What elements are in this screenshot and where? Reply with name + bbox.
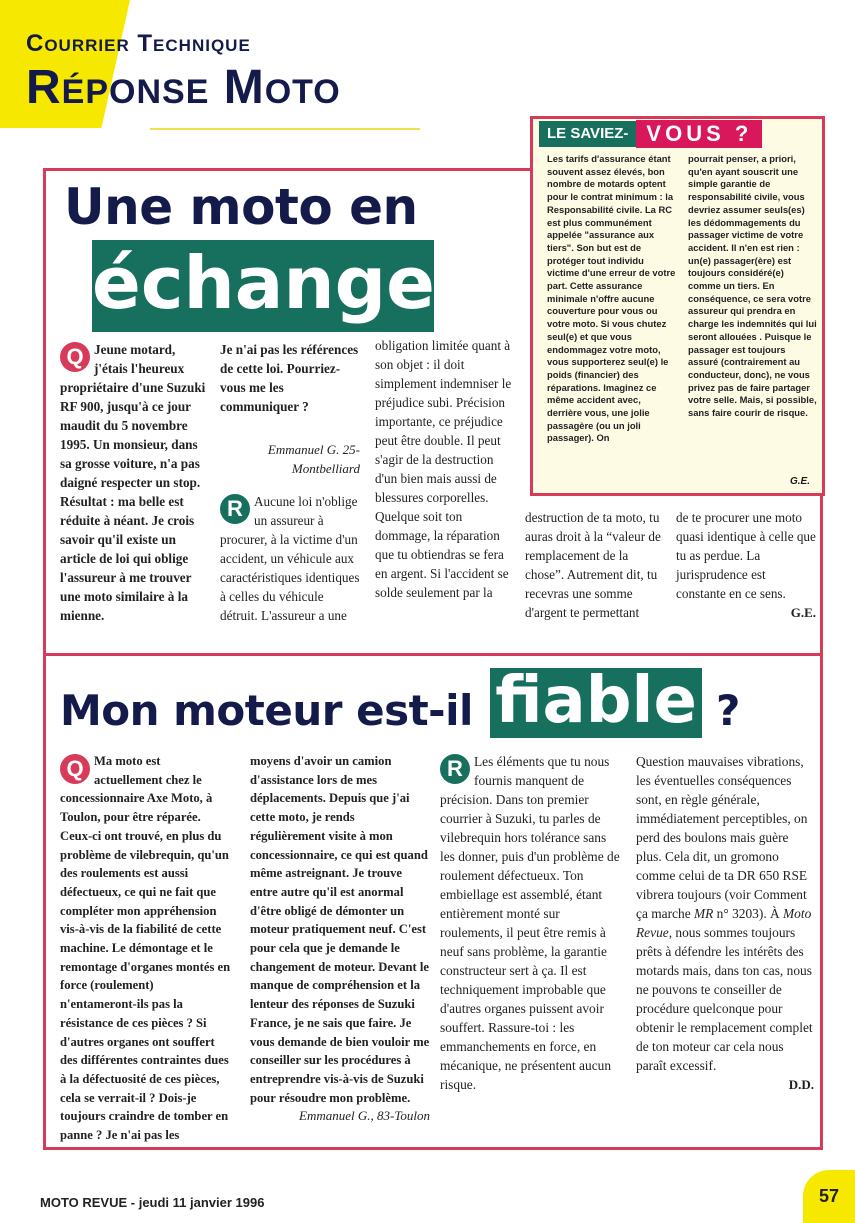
article1-question-cont: Je n'ai pas les références de cette loi. Pourriez-vous me les communiquer ? bbox=[220, 342, 359, 414]
article2-title-highlight: fiable bbox=[490, 668, 702, 738]
article2-col2 bbox=[250, 752, 430, 1126]
article1-question bbox=[60, 340, 210, 625]
article2-answer-p1: Les éléments que tu nous fournis manquent de précision. Dans ton premier courrier à Suzuki, tu parles de vilebrequin hors tolérance sans les donner, puis d'un problème de roulement défectueux. Ton embiellage est assemblé, étant entièrement monté sur roulements, il peut être remis à neuf sans problème, la garantie constructeur sert à ça. Il est techniquement improbable que d'autres organes puissent avoir souffert. Rassure-toi : les emmanchements en force, en mécanique, ne présentent aucun risque. bbox=[440, 754, 620, 1092]
article2-question-text: Ma moto est actuellement chez le concessionnaire Axe Moto, à Toulon, pour être réparée. Ceux-ci ont trouvé, en plus du problème de vilebrequin, qu'un des roulements est aussi défectueux, ce qui ne fait que compléter mon appréhension vis-à-vis de la fiabilité de cette machine. Le démontage et le remontage d'organes montés en force (roulement) n'entameront-ils pas la résistance de ces pièces ? Si d'autres organes ont souffert des différentes contraintes dues à la défectuosité de ces pièces, cela se verrait-il ? Dois-je toujours craindre de tomber en panne ? Je n'ai pas les bbox=[60, 754, 231, 1143]
question-badge-icon: Q bbox=[60, 342, 90, 372]
article1-col2 bbox=[220, 340, 360, 625]
article2-answer-p1-block bbox=[440, 752, 622, 1094]
article1-answer-p3: destruction de ta moto, tu auras droit à la “valeur de remplacement de la chose”. Autrement dit, tu recevras une somme d'argent te permettant bbox=[525, 510, 661, 620]
did-you-know-col1: Les tarifs d'assurance étant souvent assez élevés, bon nombre de motards optent pour le contrat minimum : la Responsabilité civile. La RC est plus communément appelée "assurance aux tiers". Son but est de protéger tout individu victime d'une erreur de votre part. Cette assurance minimale n'offre aucune couverture pour vous ou votre moto. Si vous chutez seul(e) et que vous endommagez votre moto, vous supporterez seul(e) le poids (financier) des réparations. Imaginez ce même accident avec, derrière vous, une jolie passagère (ou un joli passager). On bbox=[547, 153, 676, 444]
answer-badge-icon: R bbox=[220, 494, 250, 524]
article2-col4 bbox=[636, 752, 814, 1094]
did-you-know-label-vous: VOUS ? bbox=[636, 120, 762, 148]
article1-author: Emmanuel G. 25-Montbelliard bbox=[267, 442, 360, 476]
article2-signature: D.D. bbox=[788, 1077, 814, 1092]
article1-signature: G.E. bbox=[790, 605, 816, 620]
did-you-know-box bbox=[530, 116, 825, 496]
article1-answer-p2: obligation limitée quant à son objet : il doit simplement indemniser le préjudice subi. Précision importante, ce préjudice peut être double. Il peut s'agir de la destruction d'un bien mais aussi de blessures corporelles. Quelque soit ton dommage, la réparation que tu obtiendras se fera en argent. Si l'accident se solde seulement par la bbox=[375, 338, 512, 600]
page-number: 57 bbox=[803, 1170, 855, 1223]
question-badge-icon: Q bbox=[60, 754, 90, 784]
article2-question-cont: moyens d'avoir un camion d'assistance lors de mes déplacements. Depuis que j'ai cette moto, je rends régulièrement visite à mon concessionnaire, ce qui est quand même astreignant. Je trouve entre autre qu'il est anormal d'être obligé de démonter un moteur pratiquement neuf. C'est pour cela que je demande le changement de moteur. Devant le manque de compréhension et la lenteur des réponses de Suzuki France, je ne sais que faire. Je vous demande de bien vouloir me conseiller sur les procédures à entreprendre vis-à-vis de Suzuki pour résoudre mon problème. bbox=[250, 754, 430, 1105]
footer-issue-line: MOTO REVUE - jeudi 11 janvier 1996 bbox=[40, 1195, 265, 1210]
header-rule bbox=[150, 128, 420, 130]
article1-answer-p1: Aucune loi n'oblige un assureur à procurer, à la victime d'un accident, un véhicule aux caractéristiques identiques à celles du véhicule détruit. L'assureur a une bbox=[220, 494, 360, 623]
section-label: Courrier Technique bbox=[26, 30, 251, 57]
article2-answer-p2: Question mauvaises vibrations, les éventuelles conséquences sont, en règle générale, immédiatement perceptibles, on perd des boulons mais guère plus. Cela dit, un gromono comme celui de ta DR 650 RSE vibrera toujours (voir Comment ça marche MR n° 3203). À Moto Revue, nous sommes toujours prêts à défendre les intérêts des motards mais, dans ton cas, nous ne pouvons te conseiller de procédure quelconque pour obtenir le remplacement complet de ton moteur car cela nous paraît excessif. bbox=[636, 754, 813, 1073]
article1-title-highlight: échange bbox=[92, 240, 434, 332]
article1-answer-p4: de te procurer une moto quasi identique à celle que tu as perdue. La jurisprudence est constante en ce sens. bbox=[676, 510, 816, 601]
article2-title: Mon moteur est-il bbox=[60, 686, 473, 735]
article1-title: Une moto en bbox=[64, 178, 418, 236]
did-you-know-label-le: LE SAVIEZ- bbox=[539, 121, 636, 147]
did-you-know-header bbox=[539, 121, 762, 147]
article1-answer-start bbox=[220, 492, 360, 625]
article2-question bbox=[60, 752, 232, 1145]
did-you-know-col2: pourrait penser, a priori, qu'en ayant souscrit une simple garantie de responsabilité civile, vous devriez assumer seuls(es) les dédommagements du passager victime de votre accident. Il n'en est rien : un(e) passager(ère) est toujours considéré(e) comme un tiers. En conséquence, ce sera votre assureur qui prendra en charge les indemnités qui lui seront allouées . Puisque le passager est toujours assuré (contrairement au conducteur, donc), ne vous privez pas de faire partager votre selle. Mais, si possible, sans faire courir de risque. bbox=[688, 153, 817, 419]
did-you-know-signature: G.E. bbox=[789, 476, 810, 487]
answer-badge-icon: R bbox=[440, 754, 470, 784]
page-title: Réponse Moto bbox=[26, 61, 341, 114]
article1-col5 bbox=[676, 508, 816, 622]
article2-title-qmark: ? bbox=[716, 686, 741, 735]
article1-question-text: Jeune motard, j'étais l'heureux propriétaire d'une Suzuki RF 900, jusqu'à ce jour maudit du 5 novembre 1995. Un monsieur, dans sa grosse voiture, n'a pas daigné respecter un stop. Résultat : ma belle est réduite à néant. Je crois savoir qu'il existe un article de loi qui oblige l'assureur à me trouver une moto similaire à la mienne. bbox=[60, 342, 206, 623]
article2-author: Emmanuel G., 83-Toulon bbox=[299, 1108, 430, 1124]
